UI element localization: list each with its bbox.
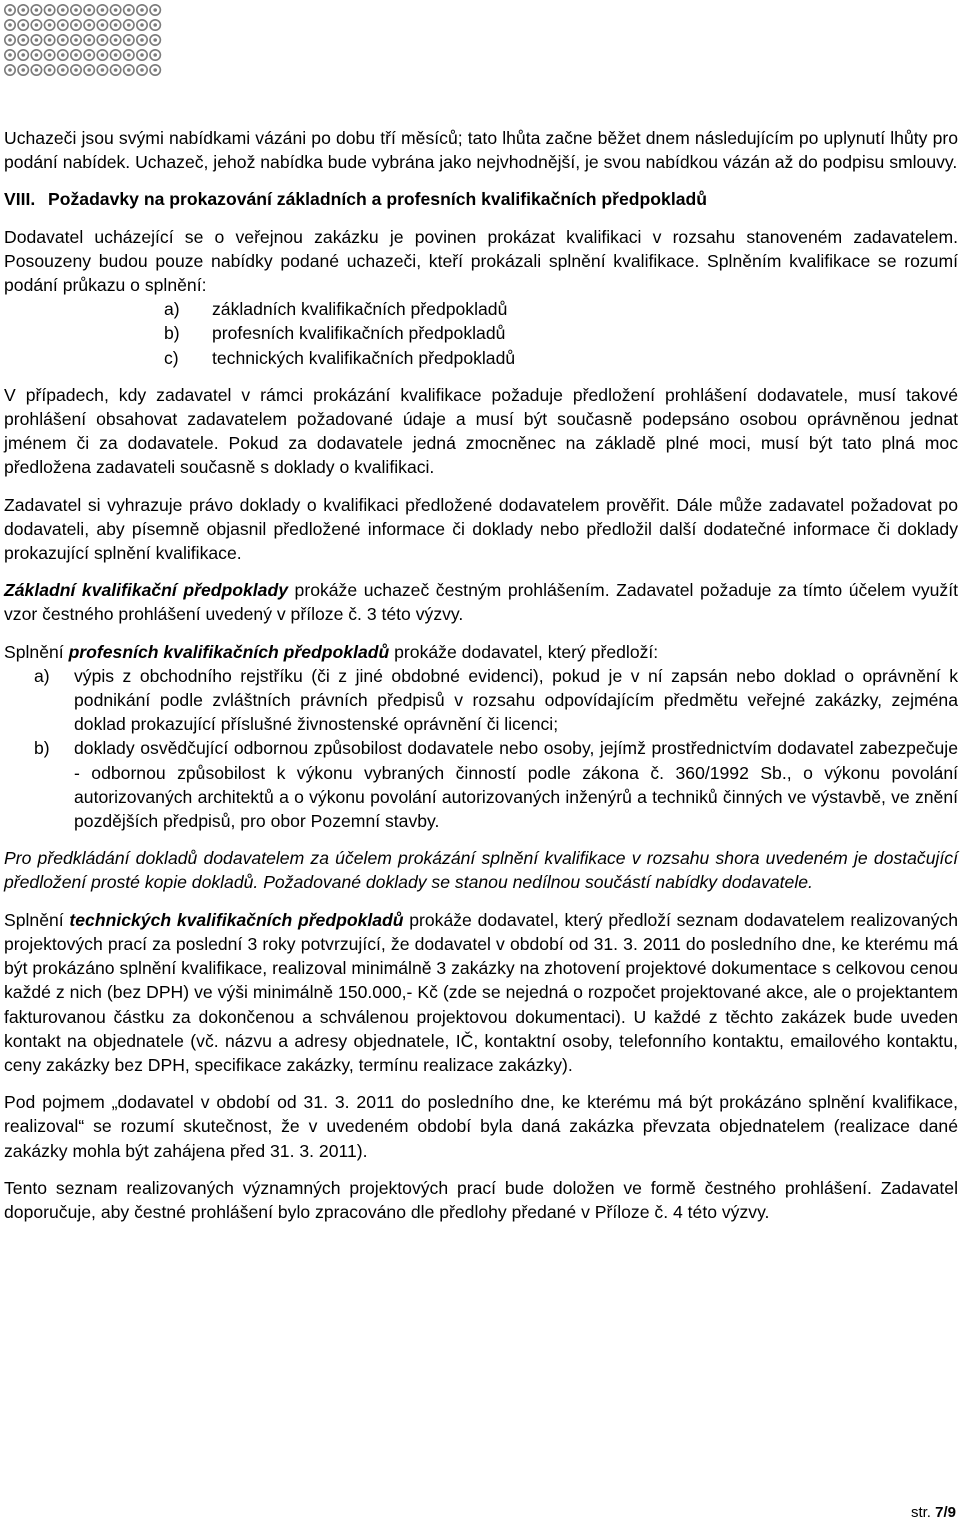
logo-dot-center xyxy=(8,23,12,27)
logo-dot-center xyxy=(127,53,131,57)
basic-qualification-text: prokáže uchazeč čestným prohlášením. Zadavatel požaduje za tímto účelem využít vzor čestného prohlášení uvedený v příloze č. 3 této výzvy. xyxy=(4,580,959,625)
logo-dot-center xyxy=(21,23,25,27)
basic-qualification-paragraph xyxy=(4,578,958,626)
logo-dot-center xyxy=(153,38,157,42)
logo-dot-center xyxy=(48,38,52,42)
logo-dot-center xyxy=(127,23,131,27)
logo-dot-center xyxy=(21,8,25,12)
logo-dot-center xyxy=(114,53,118,57)
list-item xyxy=(4,736,958,833)
logo-dot-center xyxy=(87,53,91,57)
logo-dot-center xyxy=(87,23,91,27)
page-number xyxy=(911,1504,956,1522)
logo-dot-center xyxy=(21,53,25,57)
logo-dot-center xyxy=(61,38,65,42)
logo-dot-center xyxy=(61,8,65,12)
section-number: VIII. xyxy=(4,189,36,210)
logo-dot-center xyxy=(153,8,157,12)
logo-dot-center xyxy=(87,68,91,72)
logo-dot-center xyxy=(127,38,131,42)
logo-dot-center xyxy=(153,53,157,57)
logo-dot-center xyxy=(48,68,52,72)
logo-dot-center xyxy=(74,68,78,72)
logo-dot-center xyxy=(87,8,91,12)
logo-dot-center xyxy=(153,23,157,27)
section-title: Požadavky na prokazování základních a profesních kvalifikačních předpokladů xyxy=(48,189,708,210)
list-marker: b) xyxy=(164,323,180,344)
dotted-circles-logo xyxy=(4,4,164,78)
logo-dot-center xyxy=(140,8,144,12)
logo-dot-center xyxy=(61,53,65,57)
logo-dot-center xyxy=(35,38,39,42)
logo-dot-center xyxy=(8,53,12,57)
list-item xyxy=(164,321,958,345)
list-of-works-paragraph: Tento seznam realizovaných významných projektových prací bude doložen ve formě čestného prohlášení. Zadavatel doporučuje, aby čestné prohlášení bylo zpracováno dle předlohy předané v Příloze č. 4 této výzvy. xyxy=(4,1177,958,1222)
logo-dot-center xyxy=(8,8,12,12)
technical-qualification-prefix: Splnění xyxy=(4,909,70,930)
section-heading xyxy=(4,187,958,211)
logo-dot-center xyxy=(101,68,105,72)
logo-dot-center xyxy=(140,53,144,57)
logo-dot-center xyxy=(74,23,78,27)
professional-qualification-emphasis: profesních kvalifikačních předpokladů xyxy=(68,641,390,662)
logo-dot-center xyxy=(8,68,12,72)
verification-paragraph: Zadavatel si vyhrazuje právo doklady o kvalifikaci předložené dodavatelem prověřit. Dále může zadavatel požadovat po dodavateli, aby písemně objasnil předložené informace či doklady nebo předložil další dodatečné informace či doklady prokazující splnění kvalifikace. xyxy=(4,494,958,564)
qualification-types-list xyxy=(4,297,958,370)
logo-dot-center xyxy=(101,23,105,27)
logo-dot-center xyxy=(101,38,105,42)
logo-dot-center xyxy=(48,53,52,57)
professional-requirements-list xyxy=(4,664,958,833)
logo-dot-center xyxy=(140,38,144,42)
list-item xyxy=(164,297,958,321)
logo-dot-center xyxy=(140,68,144,72)
list-marker: a) xyxy=(164,299,180,320)
technical-qualification-emphasis: technických kvalifikačních předpokladů xyxy=(69,909,404,930)
logo-dot-center xyxy=(140,23,144,27)
qualification-intro-paragraph: Dodavatel ucházející se o veřejnou zakázku je povinen prokázat kvalifikaci v rozsahu stanoveném zadavatelem. Posouzeny budou pouze nabídky podané uchazeči, kteří prokázali splnění kvalifikace. Splněním kvalifikace se rozumí podání průkazu o splnění: xyxy=(4,226,958,296)
logo-dot-center xyxy=(61,68,65,72)
list-item xyxy=(4,664,958,737)
professional-qualification-prefix: Splnění xyxy=(4,641,69,662)
list-marker: c) xyxy=(164,347,179,368)
page-number-prefix: str. xyxy=(910,1504,936,1521)
logo-dot-center xyxy=(101,53,105,57)
bid-validity-paragraph: Uchazeči jsou svými nabídkami vázáni po dobu tří měsíců; tato lhůta začne běžet dnem následujícím po uplynutí lhůty pro podání nabídek. Uchazeč, jehož nabídka bude vybrána jako nejvhodnější, je svou nabídkou vázán až do podpisu smlouvy. xyxy=(4,128,958,173)
list-item xyxy=(164,346,958,370)
logo-dot-center xyxy=(21,68,25,72)
logo-dot-center xyxy=(87,38,91,42)
technical-qualification-paragraph xyxy=(4,908,958,1077)
declaration-paragraph: V případech, kdy zadavatel v rámci prokázání kvalifikace požaduje předložení prohlášení dodavatele, musí takové prohlášení obsahovat zadavatelem požadované údaje a musí být současně podepsáno osobou oprávněnou jednat jménem či za dodavatele. Pokud za dodavatele jedná zmocněnec na základě plné moci, musí být tato plná moc předložena zadavateli současně s doklady o kvalifikaci. xyxy=(4,384,958,478)
list-item-text: profesních kvalifikačních předpokladů xyxy=(212,323,506,344)
copies-paragraph: Pro předkládání dokladů dodavatelem za účelem prokázání splnění kvalifikace v rozsahu shora uvedeném je dostačující předložení prosté kopie dokladů. Požadované doklady se stanou nedílnou součástí nabídky dodavatele. xyxy=(4,848,958,893)
logo-dot-center xyxy=(114,68,118,72)
page-number-value: 7/9 xyxy=(935,1504,956,1521)
logo-dot-center xyxy=(127,8,131,12)
logo-dot-center xyxy=(35,68,39,72)
list-item-text: výpis z obchodního rejstříku (či z jiné obdobné evidenci), pokud je v ní zapsán nebo doklad o oprávnění k podnikání podle zvláštních právních předpisů v rozsahu odpovídajícím předmětu veřejné zakázky, zejména doklad prokazující příslušné živnostenské oprávnění či licenci; xyxy=(74,665,958,735)
document-body xyxy=(4,126,958,1237)
logo-dot-center xyxy=(48,23,52,27)
logo-dot-center xyxy=(114,38,118,42)
logo-dot-center xyxy=(74,38,78,42)
logo-dot-center xyxy=(74,8,78,12)
list-item-text: doklady osvědčující odbornou způsobilost dodavatele nebo osoby, jejímž prostřednictvím dodavatel zabezpečuje - odbornou způsobilost k výkonu vybraných činností podle zákona č. 360/1992 Sb., o výkonu povolání autorizovaných architektů a o výkonu povolání autorizovaných inženýrů a techniků činných ve výstavbě, ve znění pozdějších předpisů, pro obor Pozemní stavby. xyxy=(74,738,958,832)
logo-dot-center xyxy=(153,68,157,72)
professional-qualification-paragraph xyxy=(4,640,958,664)
logo-dot-center xyxy=(74,53,78,57)
technical-qualification-text: prokáže dodavatel, který předloží seznam dodavatelem realizovaných projektových prací za poslední 3 roky potvrzující, že dodavatel v období od 31. 3. 2011 do posledního dne, ke kterému má být prokázáno splnění kvalifikace, realizoval minimálně 3 zakázky na zhotovení projektové dokumentace s celkovou cenou každé z nich (bez DPH) ve výši minimálně 150.000,- Kč (zde se nejedná o rozpočet projektované akce, ale o projektantem fakturovanou částku za dokončenou a schválenou projektovou dokumentaci). U každé z těchto zakázek bude uveden kontakt na objednatele (vč. názvu a adresy objednatele, IČ, kontaktní osoby, telefonního kontaktu, emailového kontaktu, ceny zakázky bez DPH, specifikace zakázky, termínu realizace zakázky). xyxy=(4,909,959,1075)
logo-dot-center xyxy=(101,8,105,12)
list-item-text: základních kvalifikačních předpokladů xyxy=(212,299,508,320)
logo-dot-center xyxy=(48,8,52,12)
logo-dot-center xyxy=(114,23,118,27)
basic-qualification-emphasis: Základní kvalifikační předpoklady xyxy=(4,580,288,601)
list-marker: b) xyxy=(34,738,50,759)
logo-dot-center xyxy=(61,23,65,27)
logo-dot-center xyxy=(127,68,131,72)
supplier-definition-paragraph: Pod pojmem „dodavatel v období od 31. 3. 2011 do posledního dne, ke kterému má být prokázáno splnění kvalifikace, realizoval“ se rozumí skutečnost, že v uvedeném období byla daná zakázka převzata objednatelem (realizace dané zakázky mohla být zahájena před 31. 3. 2011). xyxy=(4,1092,958,1161)
professional-qualification-text: prokáže dodavatel, který předloží: xyxy=(389,641,659,662)
logo-dot-center xyxy=(35,23,39,27)
logo-dot-center xyxy=(21,38,25,42)
logo-dot-center xyxy=(8,38,12,42)
list-marker: a) xyxy=(34,665,50,686)
logo-dot-center xyxy=(114,8,118,12)
logo-dot-center xyxy=(35,8,39,12)
list-item-text: technických kvalifikačních předpokladů xyxy=(212,347,516,368)
logo-dot-center xyxy=(35,53,39,57)
